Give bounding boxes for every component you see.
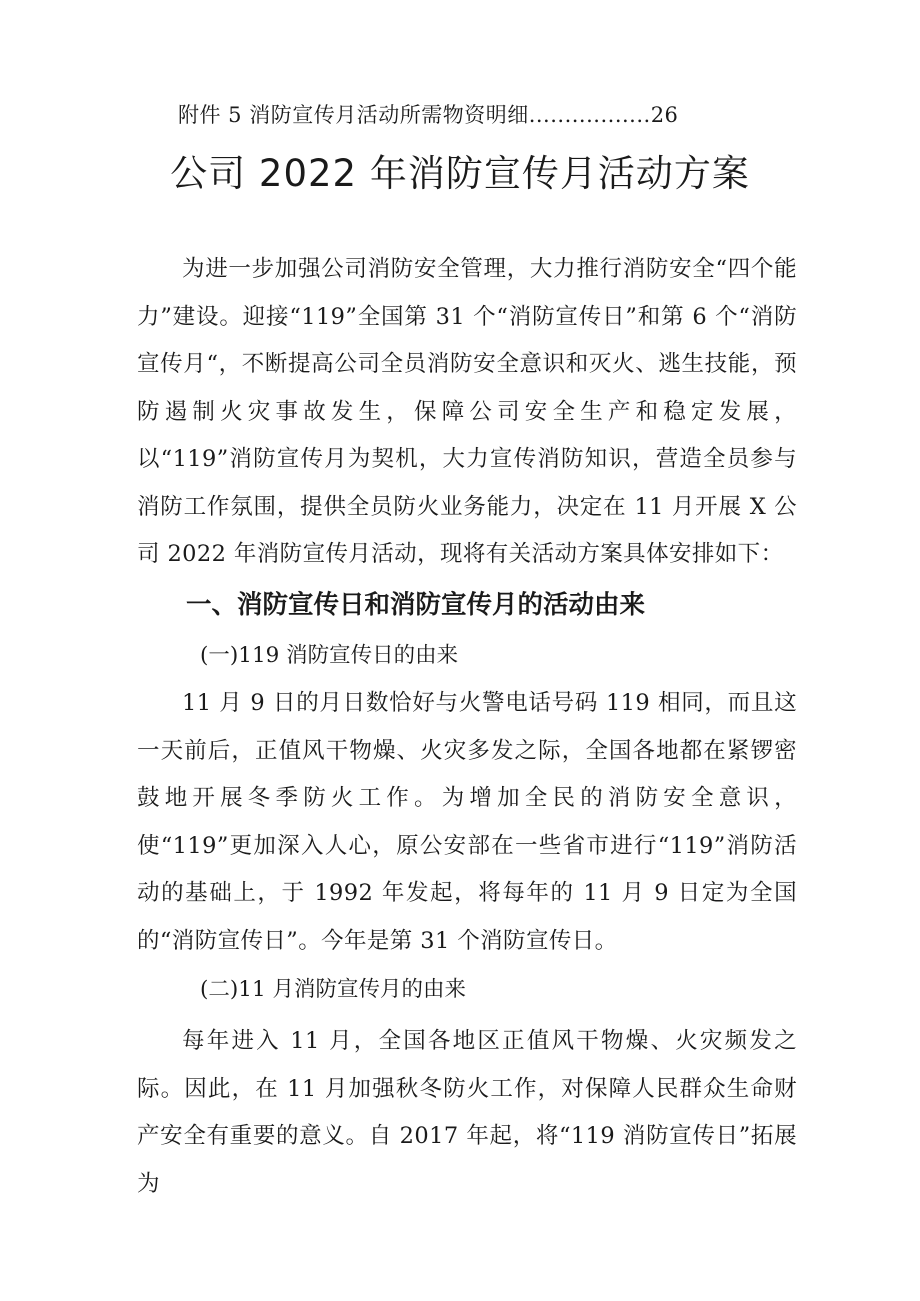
subsection-2-paragraph: 每年进入 11 月，全国各地区正值风干物燥、火灾频发之际。因此，在 11 月加强秋冬防火工作，对保障人民群众生命财产安全有重要的意义。自 2017 年起，将“119 消防宣传日”拓展为 <box>137 1028 797 1197</box>
document-title: 公司 2022 年消防宣传月活动方案 <box>170 152 750 195</box>
intro-paragraph: 为进一步加强公司消防安全管理，大力推行消防安全“四个能力”建设。迎接“119”全国第 31 个“消防宣传日”和第 6 个“消防宣传月“，不断提高公司全员消防安全意识和灭火、逃生技能，预防遏制火灾事故发生，保障公司安全生产和稳定发展，以“119”消防宣传月为契机，大力宣传消防知识，营造全员参与消防工作氛围，提供全员防火业务能力，决定在 11 月开展 X 公司 2022 年消防宣传月活动，现将有关活动方案具体安排如下： <box>137 256 797 567</box>
section-heading: 一、消防宣传日和消防宣传月的活动由来 <box>186 590 646 620</box>
subsection-heading-1: (一)119 消防宣传日的由来 <box>200 643 459 668</box>
subsection-1-paragraph: 11 月 9 日的月日数恰好与火警电话号码 119 相同，而且这一天前后，正值风干物燥、火灾多发之际，全国各地都在紧锣密鼓地开展冬季防火工作。为增加全民的消防安全意识，使“119”更加深入人心，原公安部在一些省市进行“119”消防活动的基础上，于 1992 年发起，将每年的 11 月 9 日定为全国的“消防宣传日”。今年是第 31 个消防宣传日。 <box>137 690 797 954</box>
toc-entry: 附件 5 消防宣传月活动所需物资明细.................26 <box>178 103 679 127</box>
subsection-heading-2: (二)11 月消防宣传月的由来 <box>200 977 466 1002</box>
